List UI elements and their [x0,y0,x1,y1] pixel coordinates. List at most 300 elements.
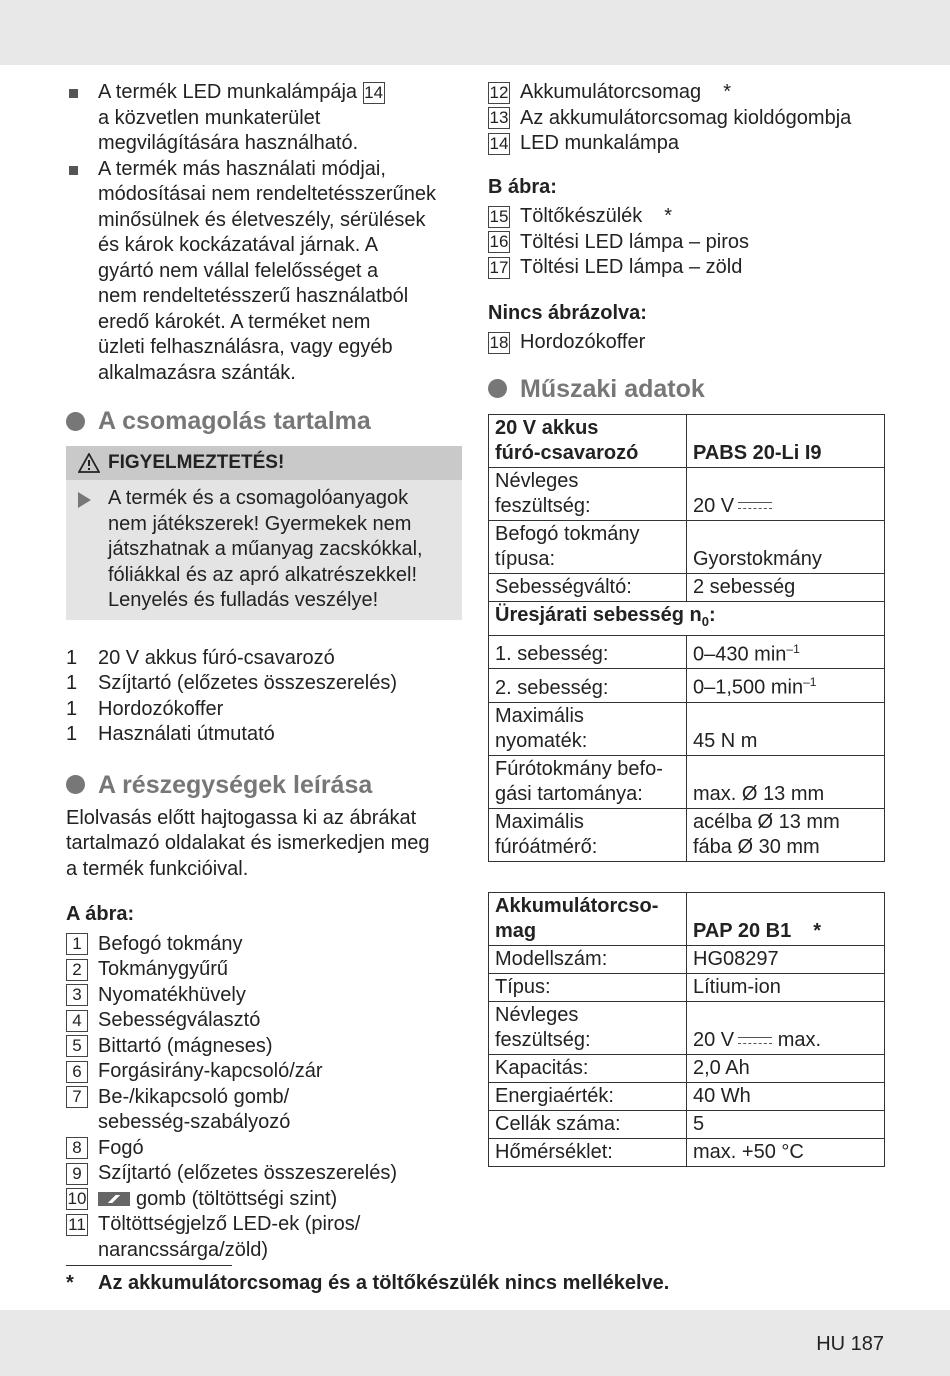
part-text [98,1034,273,1060]
package-contents-list [66,646,462,748]
footnote: * Az akkumulátorcsomag és a töltőkészülék nincs mellékelve. [66,1272,670,1294]
spec-label [489,635,687,669]
cell-line: Befogó tokmány [495,522,640,545]
part-item [66,1034,462,1060]
part-number-box: 18 [489,332,509,352]
section-heading-specs: Műszaki adatok [488,374,886,404]
list-item [66,646,462,672]
value-text: Lítium-ion [693,975,781,998]
spec-label [489,1138,687,1166]
cell-line [693,835,878,860]
spec-label [489,467,687,520]
table-row [489,808,885,861]
part-number [488,255,520,281]
part-number [66,1085,98,1136]
part-label: narancssárga/zöld) [98,1238,269,1261]
part-line [98,1187,337,1213]
part-line [98,1008,260,1034]
cell-line: Típus: [495,975,551,998]
spec-value [687,520,885,573]
cell-line [693,494,878,519]
value-text: Gyorstokmány [693,547,822,570]
bullet-text: A termék más használati módjai, [98,157,386,180]
table-row [489,1110,885,1138]
spec-label [489,808,687,861]
bullet-line [98,284,462,310]
value-text: 40 Wh [693,1084,751,1107]
cell-line: mag [495,919,537,942]
part-number [66,1212,98,1263]
bullet-line [98,361,462,387]
part-line [98,1161,397,1187]
not-included-star: * [664,205,673,227]
cell-line: 20 V akkus [495,416,599,439]
square-bullet-icon [69,166,78,175]
list-item [66,671,462,697]
cell-line: nyomaték: [495,729,588,752]
spec-value [687,669,885,703]
battery-button-icon [98,1192,130,1206]
bullet-line [98,233,462,259]
table-row [489,1082,885,1110]
table-header-value [687,892,885,945]
bullet-dot-icon [488,379,507,398]
figure-a-parts-list [66,932,462,1264]
part-number-box: 15 [489,206,509,226]
warning-header [66,446,462,480]
warning-triangle-icon [78,453,100,473]
part-label: Töltési LED lámpa – zöld [520,256,743,278]
model-name: PABS 20-Li I9 [693,441,822,464]
part-text [98,932,243,958]
spec-label [489,669,687,703]
spec-label [489,1082,687,1110]
warning-line: játszhatnak a műanyag zacskókkal, [108,538,423,560]
bullet-text: üzleti felhasználásra, vagy egyéb [98,336,393,358]
cell-line [693,810,878,835]
part-text [98,957,228,983]
part-text [98,1161,397,1187]
right-column [488,80,886,1167]
warning-line: nem játékszerek! Gyermekek nem [108,512,412,535]
cell-line: feszültség: [495,494,591,517]
warning-line: Lenyelés és fulladás veszélye! [108,589,379,611]
superscript: –1 [803,675,817,690]
part-number [66,1034,98,1060]
bottom-band [0,1310,950,1376]
cell-line: gási tartománya: [495,782,643,805]
part-number [488,330,520,356]
bullet-text: alkalmazásra szánták. [98,361,296,384]
part-label: Bittartó (mágneses) [98,1034,273,1057]
warning-line: A termék és a csomagolóanyagok [108,487,409,509]
bullet-dot-icon [66,412,85,431]
bullet-line [98,335,462,361]
bullet-text: minősülnek és életveszély, sérülések [98,208,426,231]
spec-value [687,973,885,1001]
spec-value [687,1110,885,1138]
part-line [98,1110,290,1136]
part-item [66,1008,462,1034]
part-label: Az akkumulátorcsomag kioldógombja [520,106,852,129]
part-number-box: 17 [489,257,509,277]
spec-value [687,702,885,755]
part-item [66,1212,462,1263]
spec-label [489,755,687,808]
quantity: 1 [66,723,78,745]
part-text [98,1085,290,1136]
table-row [489,1001,885,1054]
spec-value [687,945,885,973]
table-row [489,573,885,601]
bullet-line [98,182,462,208]
cell-line: típusa: [495,547,556,570]
part-label: Hordozókoffer [520,331,646,353]
part-label: Sebességválasztó [98,1009,261,1031]
table-row [489,702,885,755]
part-text [98,1059,323,1085]
part-number [66,1059,98,1085]
bullet-line [98,80,462,106]
part-number [66,983,98,1009]
part-number-box: 14 [489,133,509,153]
list-item [66,722,462,748]
part-number [488,106,520,132]
part-number-box: 16 [489,232,509,252]
part-number-box: 12 [489,82,509,102]
part-item [66,957,462,983]
table-header-value [687,414,885,467]
table-header-row [489,892,885,945]
part-line [98,1136,144,1162]
spec-label [489,973,687,1001]
item-text: Szíjtartó (előzetes összeszerelés) [98,672,398,694]
quantity: 1 [66,646,78,669]
cell-line [693,1112,878,1137]
part-label: Töltési LED lámpa – piros [520,230,749,253]
part-item [66,1059,462,1085]
top-band [0,0,950,65]
table-row [489,755,885,808]
part-line [98,1059,323,1085]
cell-line [693,1084,878,1109]
not-shown-parts-list [488,330,886,356]
table-row [489,1054,885,1082]
part-label: LED munkalámpa [520,132,679,154]
part-number-box: 10 [67,1189,87,1209]
bullet-line [98,131,462,157]
footnote-divider [66,1265,232,1266]
table-row [489,669,885,703]
cell-line [693,1028,878,1053]
figure-a-parts-continued [488,80,886,157]
value-text: fába Ø 30 mm [693,835,820,858]
part-number [66,932,98,958]
cell-line: Maximális [495,810,584,833]
spec-value [687,573,885,601]
not-shown-label: Nincs ábrázolva: [488,301,647,324]
value-suffix: max. [777,1028,822,1051]
intro-line: tartalmazó oldalakat és ismerkedjen meg [66,832,430,854]
part-number-box: 2 [66,959,88,981]
value-text: acélba Ø 13 mm [693,810,840,833]
cell-line: Fúrótokmány befo- [495,757,663,780]
part-text [98,1212,360,1263]
part-number [66,957,98,983]
item-text: Hordozókoffer [98,697,224,720]
cell-line: Kapacitás: [495,1056,589,1079]
part-number [66,1136,98,1162]
spec-value [687,1082,885,1110]
part-item [488,204,886,230]
cell-line [693,575,878,600]
part-number [488,131,520,157]
part-item [488,106,886,132]
table-row [489,945,885,973]
table-row [489,467,885,520]
cell-line [693,1140,878,1165]
bullet-text: eredő károkét. A terméket nem [98,310,371,333]
part-label: sebesség-szabályozó [98,1111,291,1133]
cell-line: 1. sebesség: [495,643,609,666]
warning-box [66,446,462,620]
list-item [66,697,462,723]
part-line [98,1212,360,1238]
part-line [98,932,243,958]
bullet-line [98,310,462,336]
cell-line [693,782,878,807]
part-number [66,1161,98,1187]
part-line [98,983,246,1009]
superscript: –1 [786,641,800,656]
value-text: 5 [693,1112,705,1135]
cell-line: feszültség: [495,1028,591,1051]
cell-line: Cellák száma: [495,1112,621,1135]
intro-line: Elolvasás előtt hajtogassa ki az ábrákat [66,806,417,829]
not-included-star: * [723,81,731,103]
cell-line: 2. sebesség: [495,676,609,699]
part-item [488,80,886,106]
bullet-line [98,259,462,285]
quantity: 1 [66,697,78,720]
page-number: HU 187 [816,1333,884,1355]
arrow-right-icon [78,492,91,508]
value-text: 2,0 Ah [693,1056,750,1079]
value-text: 45 N m [693,729,758,752]
part-number-box: 14 [364,82,384,102]
part-item [66,1136,462,1162]
value-text: max. Ø 13 mm [693,782,825,805]
item-text: Használati útmutató [98,723,275,745]
bullet-text: a közvetlen munkaterület [98,106,321,129]
part-item [66,1187,462,1213]
model-name: PAP 20 B1 [693,919,792,942]
bullet-text: nem rendeltetésszerű használatból [98,285,409,307]
part-text [98,1136,144,1162]
part-number [488,80,520,106]
cell-line: Névleges [495,1003,579,1026]
part-text [98,983,246,1009]
value-text: 2 sebesség [693,575,796,598]
bullet-line [98,157,462,183]
value-text: max. +50 °C [693,1140,804,1163]
cell-line [693,947,878,972]
section-heading-parts: A részegységek leírása [66,770,462,800]
span-suffix: : [709,603,716,626]
square-bullet-icon [69,89,78,98]
subscript: 0 [701,613,710,629]
cell-line [693,975,878,1000]
figure-b-label: B ábra: [488,175,557,198]
part-number-box: 4 [66,1010,88,1032]
spec-value [687,755,885,808]
part-number-box: 3 [66,984,88,1006]
cell-line [693,547,878,572]
bullet-dot-icon [66,775,85,794]
part-line [98,957,228,983]
part-number-box: 11 [66,1214,88,1236]
warning-body [66,480,462,620]
item-text: 20 V akkus fúró-csavarozó [98,646,335,669]
cell-line: Akkumulátorcso- [495,894,659,917]
usage-bullets [66,80,462,386]
part-item [488,255,886,281]
part-number-box: 7 [66,1086,88,1108]
bullet-line [98,106,462,132]
cell-line: fúró-csavarozó [495,441,639,464]
table-span-row [489,601,885,635]
value-text: 20 V [693,494,735,517]
intro-line: a termék funkcióival. [66,857,249,880]
not-included-star: * [813,919,821,942]
spec-label [489,702,687,755]
table-row [489,973,885,1001]
spec-value [687,635,885,669]
span-text: Üresjárati sebesség n [495,603,702,626]
cell-line: Hőmérséklet: [495,1140,613,1163]
dc-current-icon [738,501,772,511]
left-column [66,80,462,1263]
spec-value [687,808,885,861]
part-item [66,983,462,1009]
part-text [98,1008,260,1034]
part-label: Akkumulátorcsomag [520,81,702,103]
part-line [98,1085,290,1111]
bullet-text: A termék LED munkalámpája [98,81,358,103]
spec-label [489,573,687,601]
value-text: HG08297 [693,947,779,970]
cell-line: Maximális [495,704,584,727]
part-item [66,932,462,958]
bullet-text: módosításai nem rendeltetésszerűnek [98,183,436,205]
cell-line: fúróátmérő: [495,835,598,858]
part-label: Be-/kikapcsoló gomb/ [98,1085,290,1108]
parts-intro [66,806,462,883]
cell-line: Modellszám: [495,947,608,970]
bullet-text: és károk kockázatával járnak. A [98,234,379,256]
part-number-box: 1 [66,933,88,955]
part-line [98,1034,273,1060]
part-label: Töltöttségjelző LED-ek (piros/ [98,1213,361,1235]
part-number [488,230,520,256]
bullet-text: megvilágítására használható. [98,132,359,154]
table-header-row [489,414,885,467]
section-heading-packaging: A csomagolás tartalma [66,406,462,436]
part-label: Befogó tokmány [98,932,243,955]
part-number-box: 8 [66,1137,88,1159]
value-text: 20 V [693,1028,735,1051]
cell-line: Névleges [495,469,579,492]
part-label: Töltőkészülék [520,205,643,227]
bullet-text: gyártó nem vállal felelősséget a [98,259,379,282]
spec-label [489,1110,687,1138]
part-item [488,131,886,157]
figure-a-label: A ábra: [66,903,135,925]
value-text: 0–1,500 min [693,676,804,699]
spec-label [489,1001,687,1054]
part-label: Fogó [98,1136,144,1159]
idle-speed-label [489,601,885,635]
bullet-line [98,208,462,234]
part-text [98,1187,337,1213]
part-number-box: 13 [489,108,509,128]
bullet-item [66,157,462,387]
table-row [489,520,885,573]
part-number [66,1008,98,1034]
part-item [66,1161,462,1187]
part-item [488,230,886,256]
spec-label [489,520,687,573]
bullet-item [66,80,462,157]
part-label: Szíjtartó (előzetes összeszerelés) [98,1162,398,1184]
drill-specs-table [488,414,885,862]
part-number [488,204,520,230]
part-label: gomb (töltöttségi szint) [136,1187,338,1210]
part-number-box: 9 [66,1163,88,1185]
warning-title: FIGYELMEZTETÉS! [108,452,285,473]
cell-line [693,637,878,668]
spec-label [489,945,687,973]
cell-line [693,729,878,754]
part-label: Forgásirány-kapcsoló/zár [98,1060,323,1082]
battery-specs-table [488,892,885,1167]
cell-line: Energiaérték: [495,1084,614,1107]
warning-line: fóliákkal és az apró alkatrészekkel! [108,563,418,586]
figure-b-parts-list [488,204,886,281]
part-number [66,1187,98,1213]
spec-value [687,1001,885,1054]
cell-line [693,670,878,701]
dc-current-icon [738,1036,772,1046]
value-text: 0–430 min [693,643,787,666]
part-number-box: 5 [66,1035,88,1057]
table-row [489,635,885,669]
part-item [66,1085,462,1136]
quantity: 1 [66,672,78,694]
table-header-label [489,414,687,467]
part-label: Nyomatékhüvely [98,983,246,1006]
spec-value [687,1054,885,1082]
part-number-box: 6 [66,1061,88,1083]
spec-value [687,1138,885,1166]
cell-line: Sebességváltó: [495,575,632,598]
table-row [489,1138,885,1166]
part-item [488,330,886,356]
part-line [98,1238,360,1264]
cell-line [693,1056,878,1081]
table-header-label [489,892,687,945]
spec-label [489,1054,687,1082]
